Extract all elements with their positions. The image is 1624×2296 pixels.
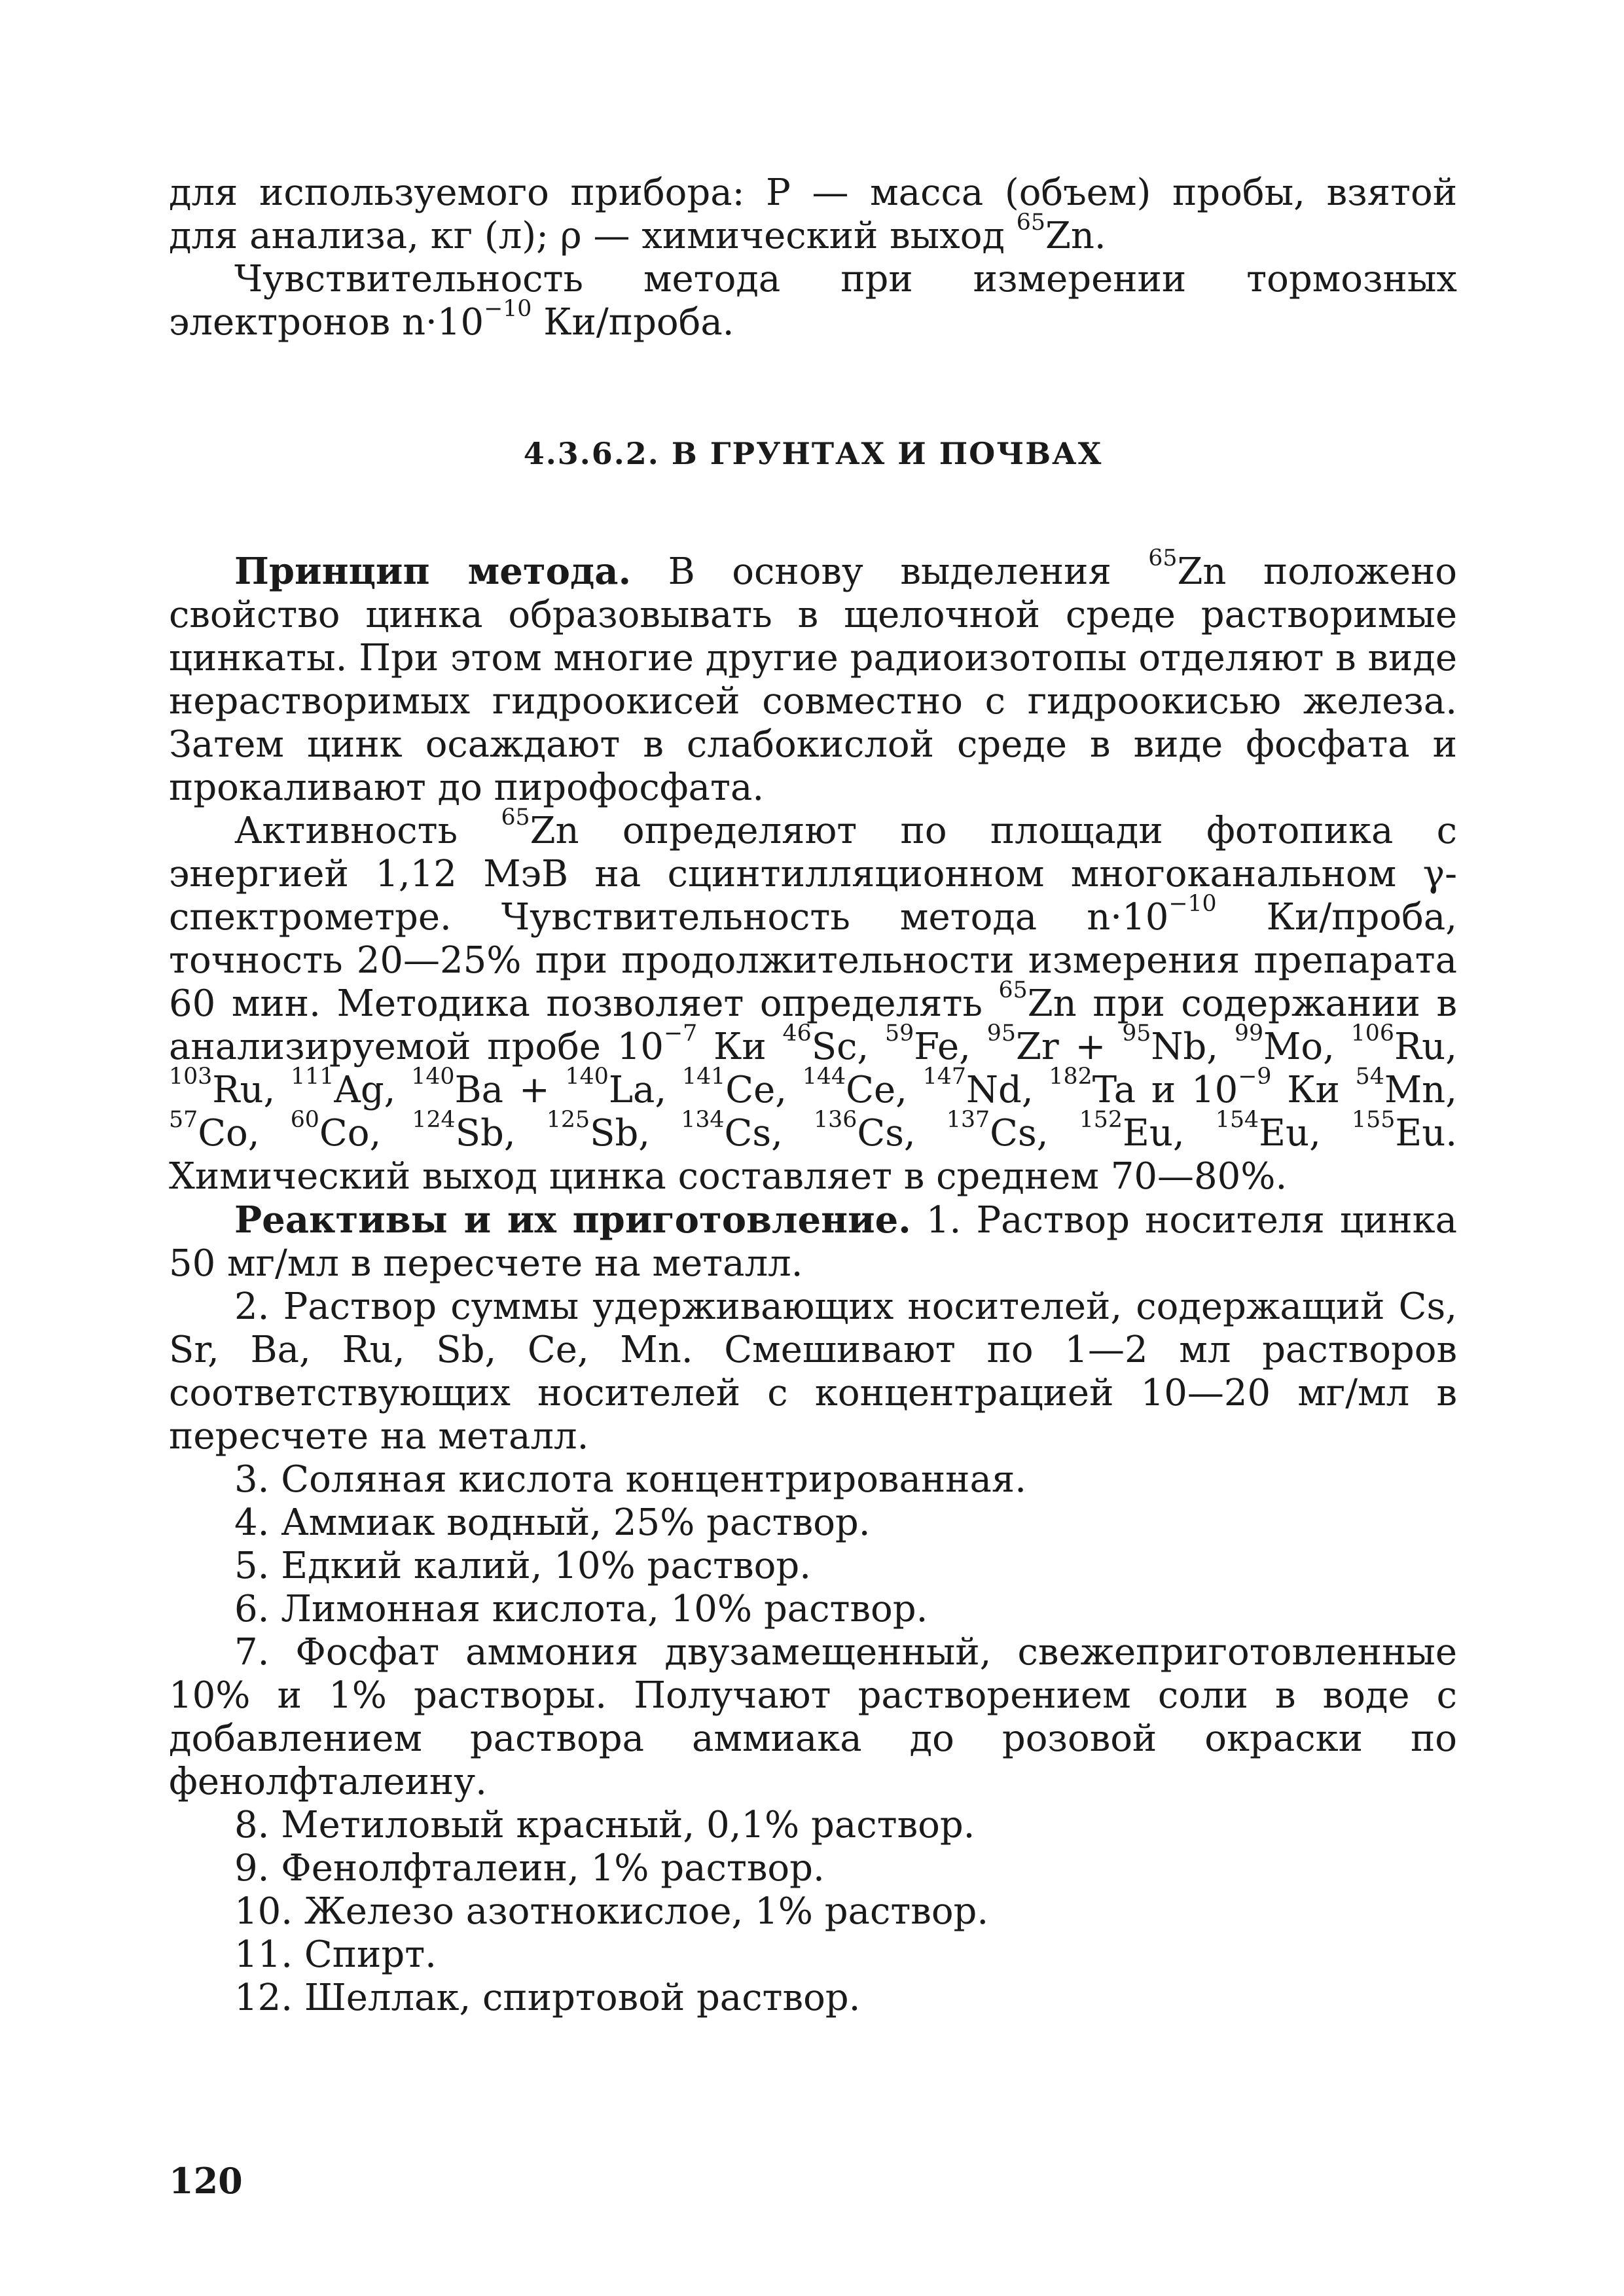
activity-text-6: и 10 — [1136, 1069, 1238, 1111]
nuclide-element: Cs, — [857, 1112, 947, 1155]
nuclide-element: Eu, — [1259, 1112, 1352, 1155]
reagent-item-6: 6. Лимонная кислота, 10% раствор. — [234, 1588, 928, 1630]
activity-text-7: Ки — [1271, 1069, 1356, 1111]
nuclide-mass: 144 — [802, 1064, 846, 1090]
nuclide-mass: 99 — [1234, 1020, 1264, 1047]
activity-text-8: Химический выход цинка составляет в среднем 70—80%. — [169, 1155, 1288, 1198]
nuclide-mass: 141 — [681, 1064, 726, 1090]
nuclide-element: Ta — [1092, 1069, 1136, 1111]
isotope-mass: 65 — [1016, 209, 1045, 236]
nuclide-element: Eu. — [1395, 1112, 1458, 1155]
nuclide-element: Mn, — [1384, 1069, 1458, 1111]
nuclide-mass: 124 — [412, 1107, 456, 1134]
nuclide-mass: 140 — [411, 1064, 455, 1090]
nuclide-element: Cs, — [990, 1112, 1079, 1155]
intro-text-3: — химический выход — [581, 215, 1017, 257]
nuclide-mass: 140 — [565, 1064, 609, 1090]
sensitivity-text: Чувствительность метода при измерении тормозных электронов n·10 — [169, 258, 1457, 344]
principle-text-1: В основу выделения — [631, 550, 1149, 593]
nuclide-element: Ru, — [212, 1069, 291, 1111]
nuclide-element: Zr + — [1015, 1026, 1123, 1068]
intro-paragraph — [169, 171, 1457, 258]
nuclide-mass: 152 — [1079, 1107, 1123, 1134]
nuclide-mass: 147 — [922, 1064, 966, 1090]
nuclide-element: Ce, — [725, 1069, 803, 1111]
symbol-p: P — [766, 171, 791, 214]
nuclide-element: Sb, — [455, 1112, 547, 1155]
sensitivity-paragraph — [169, 258, 1457, 344]
reagent-item-7: 7. Фосфат аммония двузамещенный, свежеприготовленные 10% и 1% растворы. Получают растворением соли в воде с добавлением раствора аммиака до розовой окраски по фенолфталеину. — [169, 1631, 1457, 1803]
nuclide-mass: 125 — [546, 1107, 590, 1134]
nuclide-mass: 46 — [782, 1020, 812, 1047]
nuclide-element: Sb, — [590, 1112, 681, 1155]
isotope-mass: 65 — [998, 977, 1028, 1004]
nuclide-mass: 106 — [1350, 1020, 1394, 1047]
nuclide-mass: 95 — [986, 1020, 1016, 1047]
nuclide-element: Ce, — [846, 1069, 923, 1111]
isotope-mass: 65 — [501, 804, 530, 831]
isotope-mass: 65 — [1148, 545, 1178, 572]
section-heading: 4.3.6.2. В ГРУНТАХ И ПОЧВАХ — [523, 436, 1103, 471]
nuclide-element: Mo, — [1263, 1026, 1351, 1068]
reagent-item-8: 8. Метиловый красный, 0,1% раствор. — [234, 1804, 975, 1846]
activity-text-1: Активность — [234, 810, 501, 852]
nuclide-mass: 103 — [169, 1064, 213, 1090]
nuclide-element: Eu, — [1122, 1112, 1216, 1155]
reagent-item-10: 10. Железо азотнокислое, 1% раствор. — [234, 1890, 989, 1933]
nuclide-element: Ru, — [1394, 1026, 1458, 1068]
page-body — [169, 171, 1457, 2020]
nuclide-mass: 182 — [1049, 1064, 1092, 1090]
principle-text-2: Zn положено свойство цинка образовывать в щелочной среде растворимые цинкаты. При этом многие другие радиоизотопы отделяют в виде нерастворимых гидроокисей совместно с гидроокисью железа. Затем цинк осаждают в слабокислой среде в виде фосфата и прокаливают до пирофосфата. — [169, 550, 1457, 809]
nuclide-element: Sc, — [811, 1026, 886, 1068]
nuclide-mass: 155 — [1352, 1107, 1396, 1134]
nuclide-element: Fe, — [914, 1026, 987, 1068]
reagent-item-11: 11. Спирт. — [234, 1933, 437, 1976]
nuclide-element: Co, — [319, 1112, 412, 1155]
exponent: −7 — [664, 1020, 698, 1047]
page-number: 120 — [169, 2160, 243, 2202]
nuclide-mass: 136 — [814, 1107, 857, 1134]
activity-text-4: Zn при содержании в анализируемой пробе 10 — [169, 982, 1457, 1068]
nuclide-mass: 134 — [681, 1107, 725, 1134]
reagents-lead: Реактивы и их приготовление. — [234, 1198, 911, 1242]
nuclide-element: Ag, — [334, 1069, 412, 1111]
nuclide-element: Ba + — [454, 1069, 566, 1111]
reagent-item-4: 4. Аммиак водный, 25% раствор. — [234, 1501, 871, 1544]
intro-text-2: — масса (объем) пробы, взятой для анализа, кг (л); — [169, 171, 1458, 257]
activity-text-2: Zn определяют по площади фотопика с энергией 1,12 МэВ на сцинтилляционном многоканальном γ-спектрометре. Чувствительность метода n·10 — [169, 810, 1458, 939]
principle-lead: Принцип метода. — [234, 550, 632, 593]
reagent-item-5: 5. Едкий калий, 10% раствор. — [234, 1545, 811, 1587]
nuclide-mass: 54 — [1355, 1064, 1384, 1090]
reagents-paragraph — [169, 1198, 1457, 1285]
reagent-item-1: 1. Раствор носителя цинка 50 мг/мл в пересчете на металл. — [169, 1199, 1457, 1285]
nuclide-element: La, — [608, 1069, 682, 1111]
nuclide-mass: 59 — [885, 1020, 914, 1047]
nuclide-mass: 137 — [946, 1107, 990, 1134]
nuclide-element: Cs, — [724, 1112, 814, 1155]
reagent-item-9: 9. Фенолфталеин, 1% раствор. — [234, 1847, 825, 1890]
nuclide-mass: 95 — [1122, 1020, 1151, 1047]
principle-paragraph — [169, 545, 1457, 810]
nuclide-element: Nb, — [1151, 1026, 1235, 1068]
exponent: −10 — [484, 296, 532, 323]
nuclide-mass: 60 — [290, 1107, 319, 1134]
activity-text-3: Ки/проба, точность 20—25% при продолжительности измерения препарата 60 мин. Методика позволяет определять — [169, 896, 1457, 1025]
nuclide-mass: 57 — [169, 1107, 198, 1134]
exponent: −9 — [1238, 1064, 1272, 1090]
intro-text-1: для используемого прибора: — [169, 171, 767, 214]
sensitivity-unit: Ки/проба. — [532, 301, 734, 344]
nuclide-element: Nd, — [965, 1069, 1049, 1111]
symbol-rho: ρ — [560, 215, 582, 257]
nuclide-mass: 111 — [291, 1064, 334, 1090]
element-symbol: Zn. — [1045, 215, 1106, 257]
nuclide-mass: 154 — [1215, 1107, 1259, 1134]
exponent: −10 — [1168, 891, 1217, 918]
reagent-item-3: 3. Соляная кислота концентрированная. — [234, 1458, 1026, 1501]
reagent-item-2: 2. Раствор суммы удерживающих носителей, содержащий Cs, Sr, Ba, Ru, Sb, Ce, Mn. Смешивают по 1—2 мл растворов соответствующих носителей с концентрацией 10—20 мг/мл в пересчете на металл. — [169, 1285, 1457, 1458]
reagent-item-12: 12. Шеллак, спиртовой раствор. — [234, 1977, 861, 2019]
nuclide-element: Co, — [198, 1112, 291, 1155]
activity-text-5: Ки — [697, 1026, 783, 1068]
activity-paragraph — [169, 804, 1458, 1198]
